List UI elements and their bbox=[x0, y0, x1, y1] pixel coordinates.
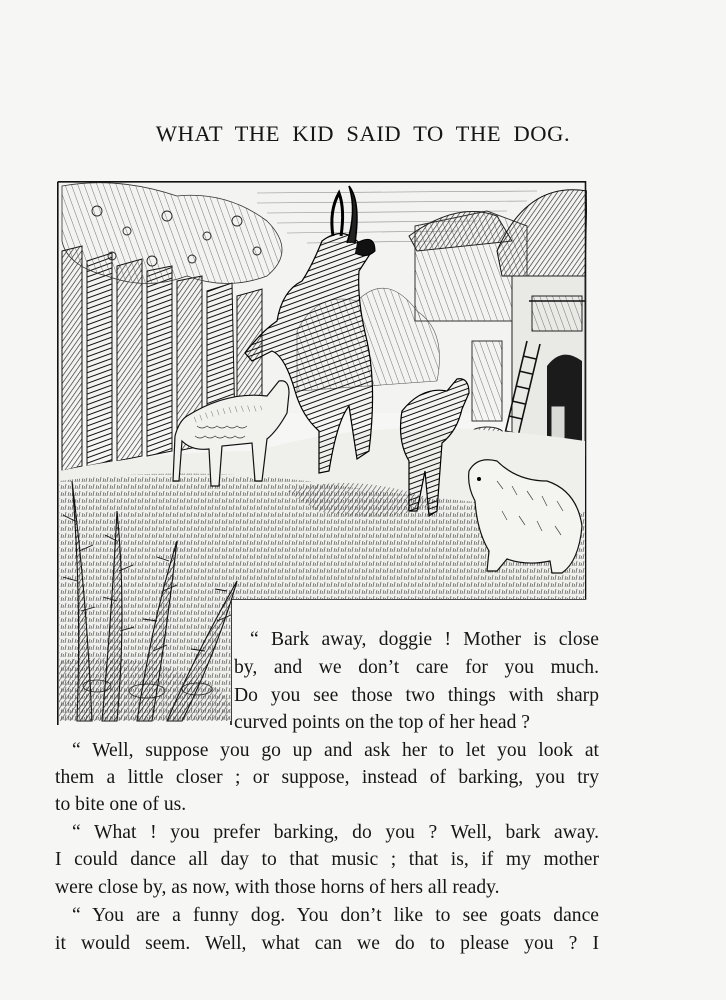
text-line: I could dance all day to that music ; that is, if my mother bbox=[55, 849, 599, 870]
text-line: Do you see those two things with sharp bbox=[234, 685, 599, 706]
text-line: curved points on the top of her head ? bbox=[234, 712, 530, 733]
text-line: to bite one of us. bbox=[55, 794, 187, 815]
text-line: by, and we don’t care for you much. bbox=[234, 657, 599, 678]
text-line: them a little closer ; or suppose, instead of barking, you try bbox=[55, 767, 599, 788]
text-line: “ You are a funny dog. You don’t like to see goats dance bbox=[72, 905, 599, 926]
page-title: WHAT THE KID SAID TO THE DOG. bbox=[155, 121, 571, 146]
text-line: “ Well, suppose you go up and ask her to let you look at bbox=[72, 740, 599, 761]
text-line: it would seem. Well, what can we do to please you ? I bbox=[55, 933, 599, 954]
text-line: were close by, as now, with those horns of hers all ready. bbox=[55, 877, 500, 898]
text-line: “ What ! you prefer barking, do you ? Well, bark away. bbox=[72, 822, 599, 843]
text-line: “ Bark away, doggie ! Mother is close bbox=[250, 629, 599, 650]
